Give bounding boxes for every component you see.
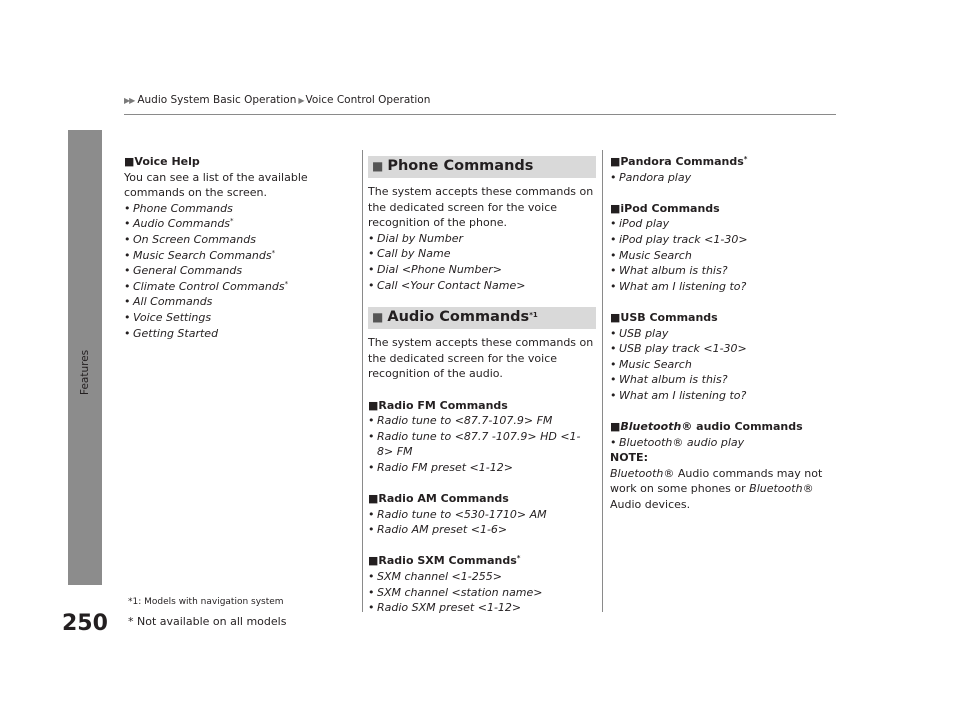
list-item: • Radio AM preset <1-6> [368, 522, 596, 538]
column-divider [602, 150, 603, 612]
list-item: • Phone Commands [124, 201, 344, 217]
breadcrumb [124, 94, 430, 106]
list-item: • Bluetooth® audio play [610, 435, 840, 451]
list-item: • Audio Commands* [124, 216, 344, 232]
footnote-models: *1: Models with navigation system [128, 597, 284, 607]
square-bullet-icon: ■ [610, 155, 621, 168]
list-item: • SXM channel <station name> [368, 585, 596, 601]
audio-commands-band: ■ Audio Commands $^{*1}$ [368, 307, 596, 329]
list-item: • Getting Started [124, 326, 344, 342]
ipod-list [610, 216, 840, 294]
square-bullet-icon: ■ [368, 492, 379, 506]
list-item: • iPod play track <1-30> [610, 232, 840, 248]
sxm-list [368, 569, 596, 616]
voice-help-heading: ■Voice Help [124, 155, 200, 168]
square-bullet-icon: ■ [368, 398, 379, 412]
note-label: NOTE: [610, 451, 648, 465]
header-divider [124, 114, 836, 115]
square-bullet-icon: ■ [124, 155, 135, 168]
breadcrumb-item-2[interactable]: Voice Control Operation [305, 94, 431, 106]
list-item: • What am I listening to? [610, 388, 840, 404]
pandora-list [610, 170, 840, 186]
fm-list [368, 413, 596, 475]
list-item: • Voice Settings [124, 310, 344, 326]
list-item: • Call by Name [368, 246, 596, 262]
note-text: Bluetooth® Audio commands may not work on some phones or Bluetooth® Audio devices. [610, 466, 823, 512]
list-item: • Music Search [610, 357, 840, 373]
list-item: • Call <Your Contact Name> [368, 278, 596, 294]
sxm-heading: ■Radio SXM Commands* [368, 554, 521, 568]
list-item: • Radio tune to <530-1710> AM [368, 507, 596, 523]
phone-commands-list [368, 231, 596, 293]
square-bullet-icon: ■ [372, 310, 384, 325]
fm-heading: ■Radio FM Commands [368, 398, 508, 412]
phone-commands-band: ■ Phone Commands [368, 156, 596, 178]
ipod-heading: ■iPod Commands [610, 201, 720, 215]
commands-column [368, 156, 596, 616]
list-item: • iPod play [610, 216, 840, 232]
usb-list [610, 326, 840, 404]
voice-help-intro: You can see a list of the available commands on the screen. [124, 170, 308, 200]
list-item: • On Screen Commands [124, 232, 344, 248]
list-item: • All Commands [124, 294, 344, 310]
bluetooth-list [610, 435, 840, 451]
breadcrumb-item-1[interactable]: Audio System Basic Operation [137, 94, 297, 106]
list-item: • Radio tune to <87.7-107.9> FM [368, 413, 596, 429]
bluetooth-heading: ■Bluetooth® audio Commands [610, 420, 803, 434]
list-item: • USB play [610, 326, 840, 342]
square-bullet-icon: ■ [368, 554, 379, 568]
side-tab-label: Features [79, 350, 91, 396]
list-item: • Climate Control Commands* [124, 279, 344, 295]
square-bullet-icon: ■ [610, 310, 621, 324]
page-number: 250 [62, 611, 108, 636]
am-list [368, 507, 596, 538]
media-commands-column [610, 154, 840, 513]
voice-help-list [124, 201, 344, 341]
am-heading: ■Radio AM Commands [368, 492, 509, 506]
phone-intro: The system accepts these commands on the dedicated screen for the voice recognition of the phone. [368, 185, 594, 230]
list-item: • Radio SXM preset <1-12> [368, 600, 596, 616]
list-item: • Music Search [610, 248, 840, 264]
list-item: • General Commands [124, 263, 344, 279]
footnote-availability: * Not available on all models [128, 615, 287, 628]
list-item: • What am I listening to? [610, 279, 840, 295]
voice-help-column [124, 154, 344, 341]
list-item: • USB play track <1-30> [610, 341, 840, 357]
list-item: • What album is this? [610, 372, 840, 388]
usb-heading: ■USB Commands [610, 310, 718, 324]
column-divider [362, 150, 363, 612]
list-item: • What album is this? [610, 263, 840, 279]
list-item: • Dial <Phone Number> [368, 262, 596, 278]
square-bullet-icon: ■ [610, 420, 621, 434]
list-item: • Radio tune to <87.7 -107.9> HD <1-8> FM [368, 429, 596, 460]
square-bullet-icon: ■ [372, 159, 384, 174]
double-arrow-icon: ▶▶ [124, 96, 135, 105]
arrow-icon: ▶ [298, 96, 304, 105]
pandora-heading: ■Pandora Commands* [610, 155, 748, 168]
list-item: • SXM channel <1-255> [368, 569, 596, 585]
list-item: • Music Search Commands* [124, 248, 344, 264]
square-bullet-icon: ■ [610, 201, 621, 215]
list-item: • Pandora play [610, 170, 840, 186]
list-item: • Radio FM preset <1-12> [368, 460, 596, 476]
audio-intro: The system accepts these commands on the dedicated screen for the voice recognition of the audio. [368, 336, 594, 381]
list-item: • Dial by Number [368, 231, 596, 247]
